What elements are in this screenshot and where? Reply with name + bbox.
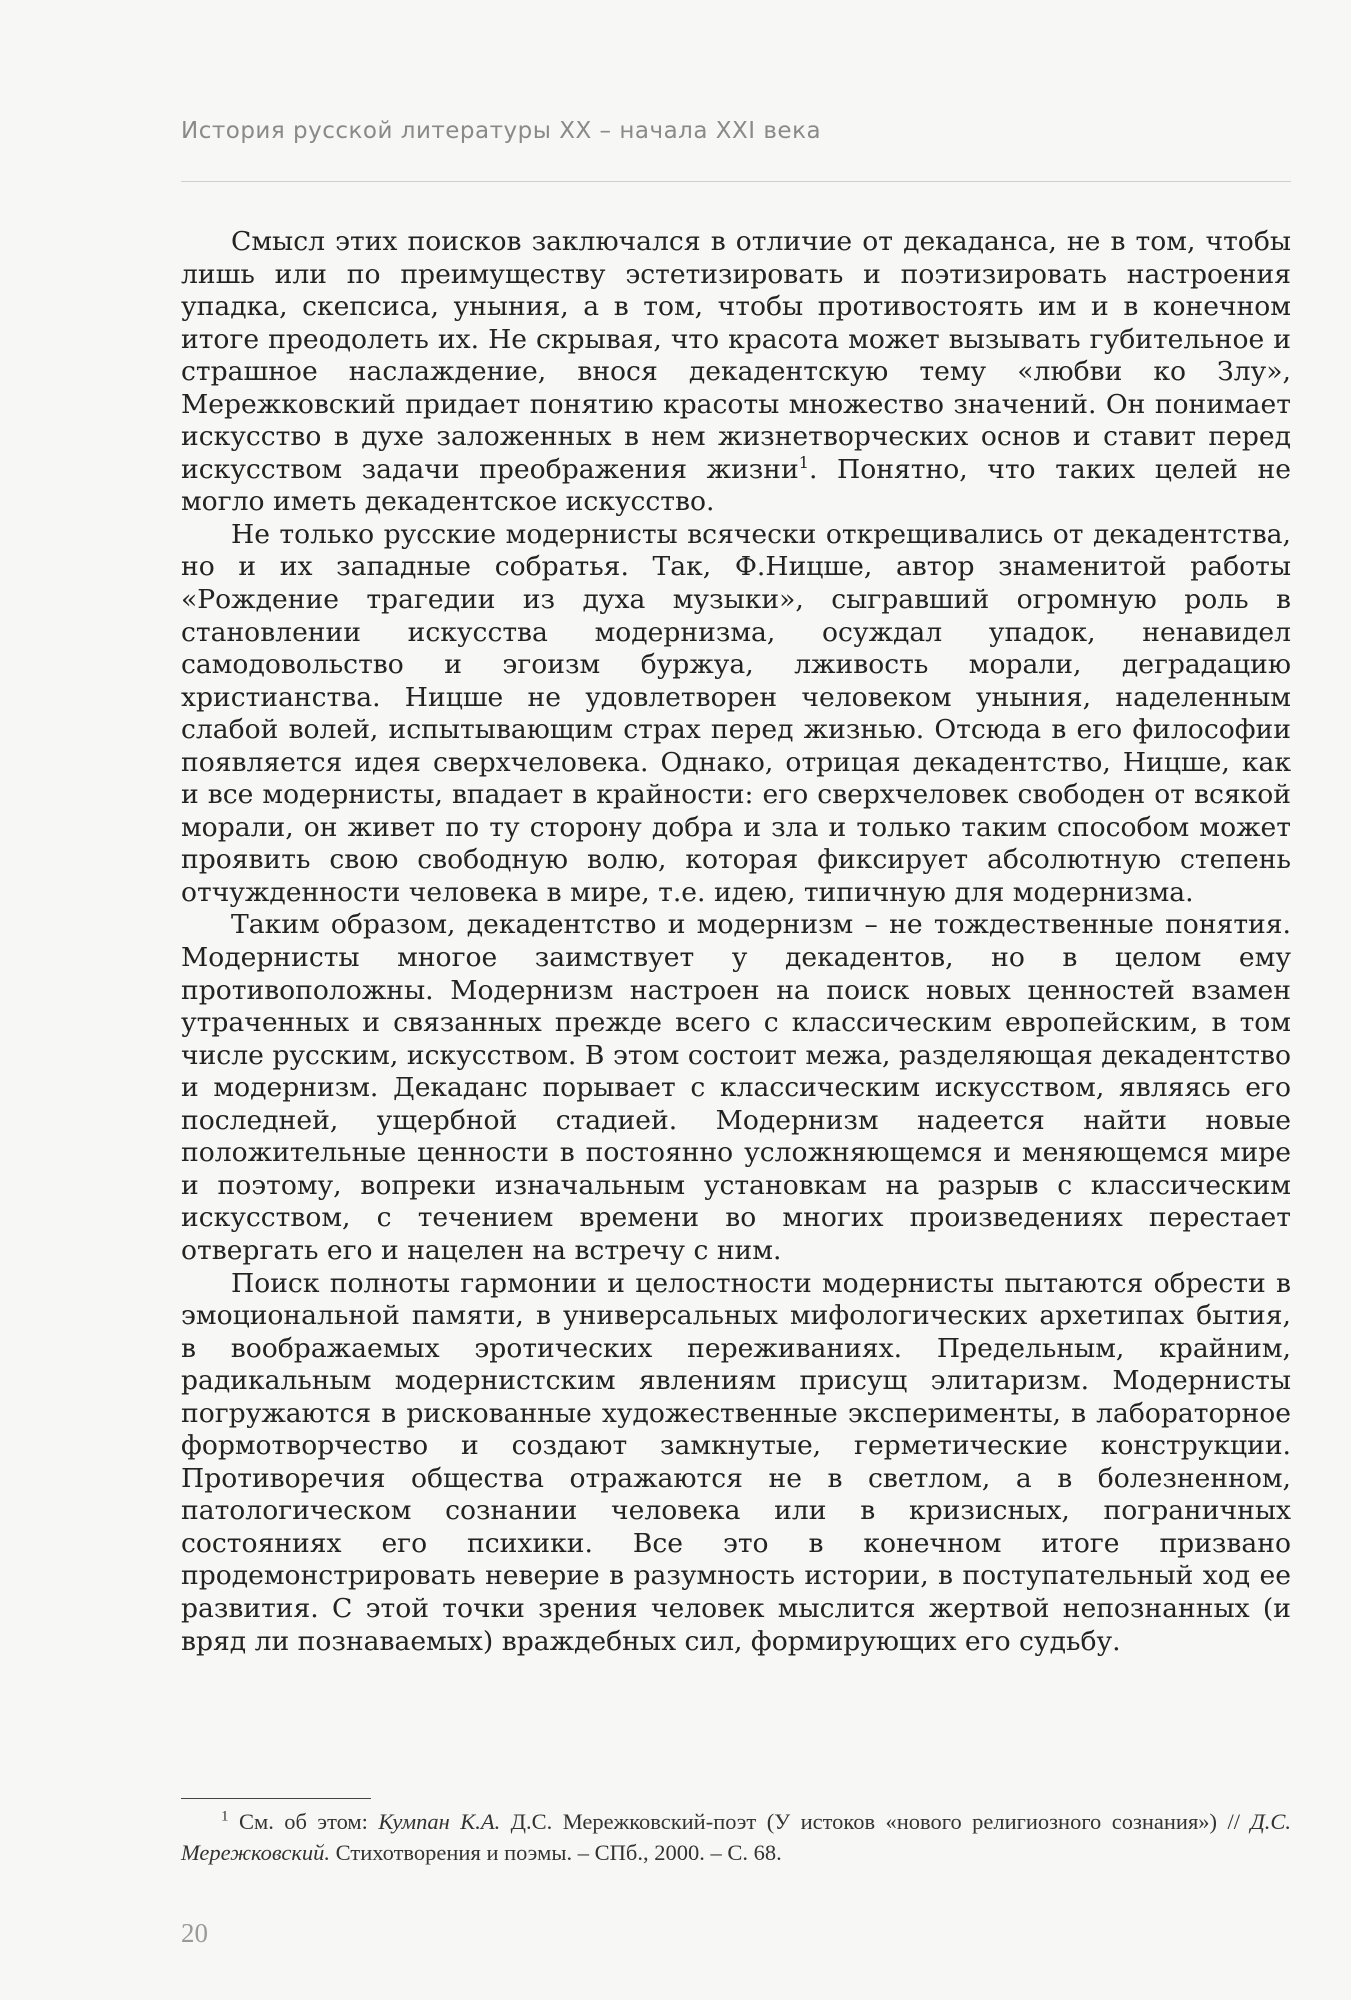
footnote-author: Кумпан К.А.	[378, 1809, 501, 1834]
paragraph-3: Таким образом, декадентство и модернизм – не тождественные понятия. Модернисты многое заимствует у декадентов, но в целом ему противоположны. Модернизм настроен на поиск новых ценностей взамен утраченных и связанных прежде всего с классическим европейским, в том числе русским, искусством. В этом состоит межа, разделяющая декадентство и модернизм. Декаданс порывает с классическим искусством, являясь его последней, ущербной стадией. Модернизм надеется найти новые положительные ценности в постоянно усложняющемся и меняющемся мире и поэтому, вопреки изначальным установкам на разрыв с классическим искусством, с течением времени во многих произведениях перестает отвергать его и нацелен на встречу с ним.	[181, 909, 1291, 1266]
page-number: 20	[181, 1918, 208, 1948]
paragraph-1-text: Смысл этих поисков заключался в отличие от декаданса, не в том, чтобы лишь или по преимуществу эстетизировать и поэтизировать настроения упадка, скепсиса, уныния, а в том, чтобы противостоять им и в конечном итоге преодолеть их. Не скрывая, что красота может вызывать губительное и страшное наслаждение, внося декадентскую тему «любви ко Злу», Мережковский придает понятию красоты множество значений. Он понимает искусство в духе заложенных в нем жизнетворческих основ и ставит перед искусством задачи преображения жизни	[181, 226, 1291, 485]
footnote-source: Стихотворения и поэмы. – СПб., 2000. – С. 68.	[335, 1840, 782, 1865]
footnote	[181, 1806, 1291, 1868]
footnote-rule	[181, 1798, 371, 1799]
paragraph-4: Поиск полноты гармонии и целостности модернисты пытаются обрести в эмоциональной памяти, в универсальных мифологических архетипах бытия, в воображаемых эротических переживаниях. Предельным, крайним, радикальным модернистским явлениям присущ элитаризм. Модернисты погружаются в рискованные художественные эксперименты, в лабораторное формотворчество и создают замкнутые, герметические конструкции. Противоречия общества отражаются не в светлом, а в болезненном, патологическом сознании человека или в кризисных, пограничных состояниях его психики. Все это в конечном итоге призвано продемонстрировать неверие в разумность истории, в поступательный ход ее развития. С этой точки зрения человек мыслится жертвой непознанных (и вряд ли познаваемых) враждебных сил, формирующих его судьбу.	[181, 1267, 1291, 1657]
footnote-reference[interactable]: 1	[798, 452, 809, 472]
footnote-marker: 1	[221, 1808, 229, 1825]
paragraph-1	[181, 226, 1291, 519]
paragraph-1-period: .	[808, 453, 818, 485]
main-text	[181, 226, 1291, 1658]
footnote-prefix: См. об этом:	[238, 1809, 368, 1834]
running-header-title: История русской литературы XX – начала XXI века	[181, 118, 822, 144]
paragraph-1-last-sentence: Понятно, что таких целей не могло иметь декадентское искусство.	[181, 453, 1291, 518]
header-rule	[181, 181, 1291, 182]
paragraph-2: Не только русские модернисты всячески открещивались от декадентства, но и их западные собратья. Так, Ф.Ницше, автор знаменитой работы «Рождение трагедии из духа музыки», сыгравший огромную роль в становлении искусства модернизма, осуждал упадок, ненавидел самодовольство и эгоизм буржуа, лживость морали, деградацию христианства. Ницше не удовлетворен человеком уныния, наделенным слабой волей, испытывающим страх перед жизнью. Отсюда в его философии появляется идея сверхчеловека. Однако, отрицая декадентство, Ницше, как и все модернисты, впадает в крайности: его сверхчеловек свободен от всякой морали, он живет по ту сторону добра и зла и только таким способом может проявить свою свободную волю, которая фиксирует абсолютную степень отчужденности человека в мире, т.е. идею, типичную для модернизма.	[181, 518, 1291, 908]
footnote-title: Д.С. Мережковский-поэт (У истоков «нового религиозного сознания») //	[510, 1809, 1240, 1834]
footnote-editor: Д.С. Мережковский.	[181, 1809, 1292, 1865]
